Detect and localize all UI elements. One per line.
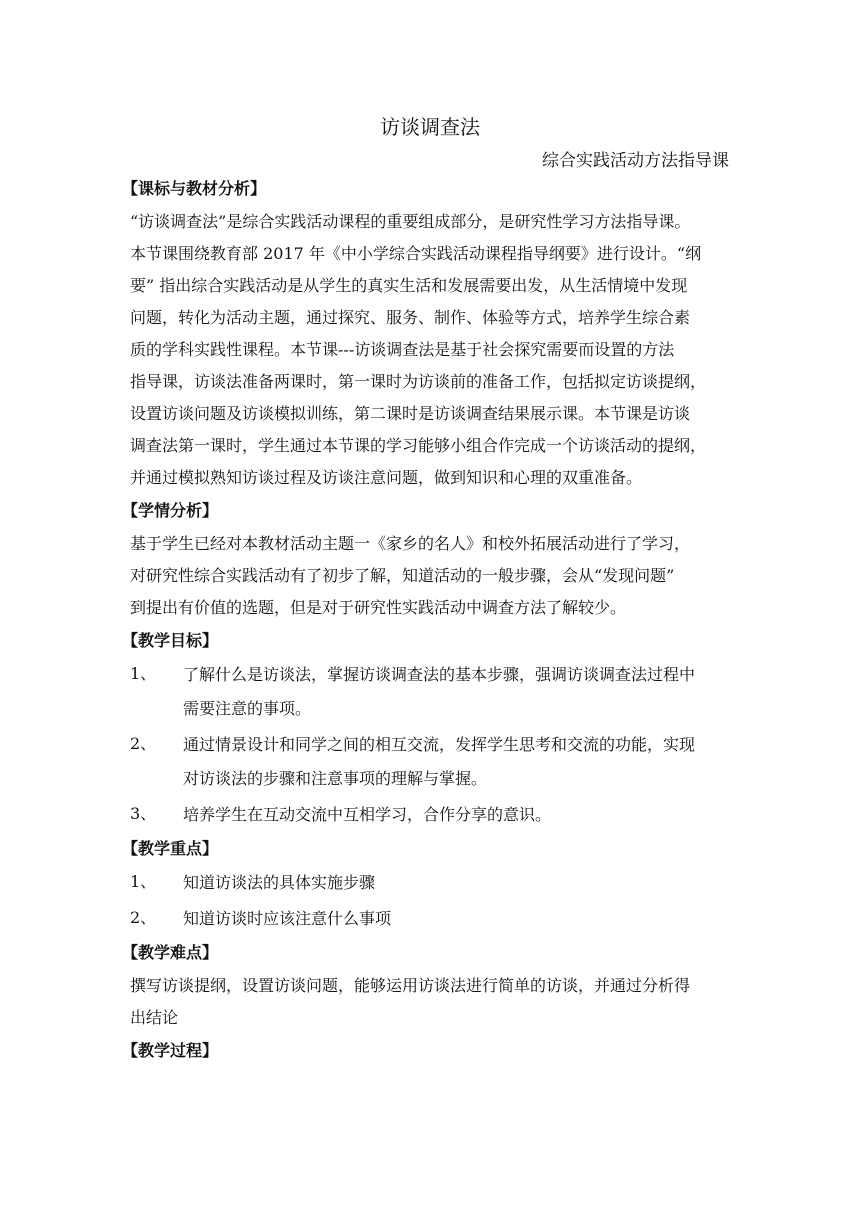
list-text-line: 了解什么是访谈法，掌握访谈调查法的基本步骤，强调访谈调查法过程中 <box>183 665 696 684</box>
paragraph-line: 到提出有价值的选题，但是对于研究性实践活动中调查方法了解较少。 <box>130 598 627 617</box>
list-item <box>130 866 730 900</box>
section-heading-difficulties: 【教学难点】 <box>122 943 219 962</box>
section-heading-goals: 【教学目标】 <box>122 631 219 650</box>
paragraph-line: 要” 指出综合实践活动是从学生的真实生活和发展需要出发，从生活情境中发现 <box>130 276 688 295</box>
paragraph-line: 本节课围绕教育部 2017 年《中小学综合实践活动课程指导纲要》进行设计。“纲 <box>130 244 702 263</box>
list-number: 2、 <box>130 908 157 927</box>
section-heading-key-points: 【教学重点】 <box>122 839 219 858</box>
document-title: 访谈调查法 <box>380 115 480 139</box>
analysis-paragraph <box>130 206 730 494</box>
students-paragraph <box>130 528 730 624</box>
paragraph-line: 指导课，访谈法准备两课时，第一课时为访谈前的准备工作，包括拟定访谈提纲， <box>130 372 707 391</box>
section-heading-process: 【教学过程】 <box>122 1041 219 1060</box>
paragraph-line: 撰写访谈提纲，设置访谈问题，能够运用访谈法进行简单的访谈，并通过分析得 <box>130 976 691 995</box>
list-text-line: 需要注意的事项。 <box>183 699 312 718</box>
list-item <box>130 728 730 796</box>
list-number: 2、 <box>130 734 157 753</box>
paragraph-line: 对研究性综合实践活动有了初步了解，知道活动的一般步骤，会从“发现问题” <box>130 566 675 585</box>
list-number: 3、 <box>130 804 157 823</box>
list-number: 1、 <box>130 664 157 683</box>
list-text-line: 通过情景设计和同学之间的相互交流，发挥学生思考和交流的功能，实现 <box>183 735 696 754</box>
list-number: 1、 <box>130 872 157 891</box>
list-text <box>183 902 730 936</box>
paragraph-line: 调查法第一课时，学生通过本节课的学习能够小组合作完成一个访谈活动的提纲， <box>130 436 707 455</box>
list-text <box>183 798 730 832</box>
document-body <box>122 174 730 1068</box>
list-text <box>183 728 730 796</box>
document-subtitle: 综合实践活动方法指导课 <box>542 151 729 171</box>
paragraph-line: 问题，转化为活动主题，通过探究、服务、制作、体验等方式，培养学生综合素 <box>130 308 691 327</box>
paragraph-line: 基于学生已经对本教材活动主题一《家乡的名人》和校外拓展活动进行了学习， <box>130 534 691 553</box>
paragraph-line: 出结论 <box>130 1008 179 1027</box>
paragraph-line: 设置访谈问题及访谈模拟训练，第二课时是访谈调查结果展示课。本节课是访谈 <box>130 404 691 423</box>
paragraph-line: 并通过模拟熟知访谈过程及访谈注意问题，做到知识和心理的双重准备。 <box>130 468 643 487</box>
section-heading-analysis: 【课标与教材分析】 <box>122 179 267 198</box>
list-text <box>183 658 730 726</box>
section-heading-students: 【学情分析】 <box>122 501 219 520</box>
list-item <box>130 902 730 936</box>
list-text-line: 培养学生在互动交流中互相学习，合作分享的意识。 <box>183 805 552 824</box>
list-item <box>130 798 730 832</box>
paragraph-line: “访谈调查法”是综合实践活动课程的重要组成部分，是研究性学习方法指导课。 <box>130 212 691 231</box>
list-text-line: 知道访谈法的具体实施步骤 <box>183 873 376 892</box>
list-text <box>183 866 730 900</box>
list-text-line: 对访谈法的步骤和注意事项的理解与掌握。 <box>183 769 488 788</box>
difficulties-paragraph <box>130 970 730 1034</box>
paragraph-line: 质的学科实践性课程。本节课---访谈调查法是基于社会探究需要而设置的方法 <box>130 340 675 359</box>
list-text-line: 知道访谈时应该注意什么事项 <box>183 909 392 928</box>
list-item <box>130 658 730 726</box>
